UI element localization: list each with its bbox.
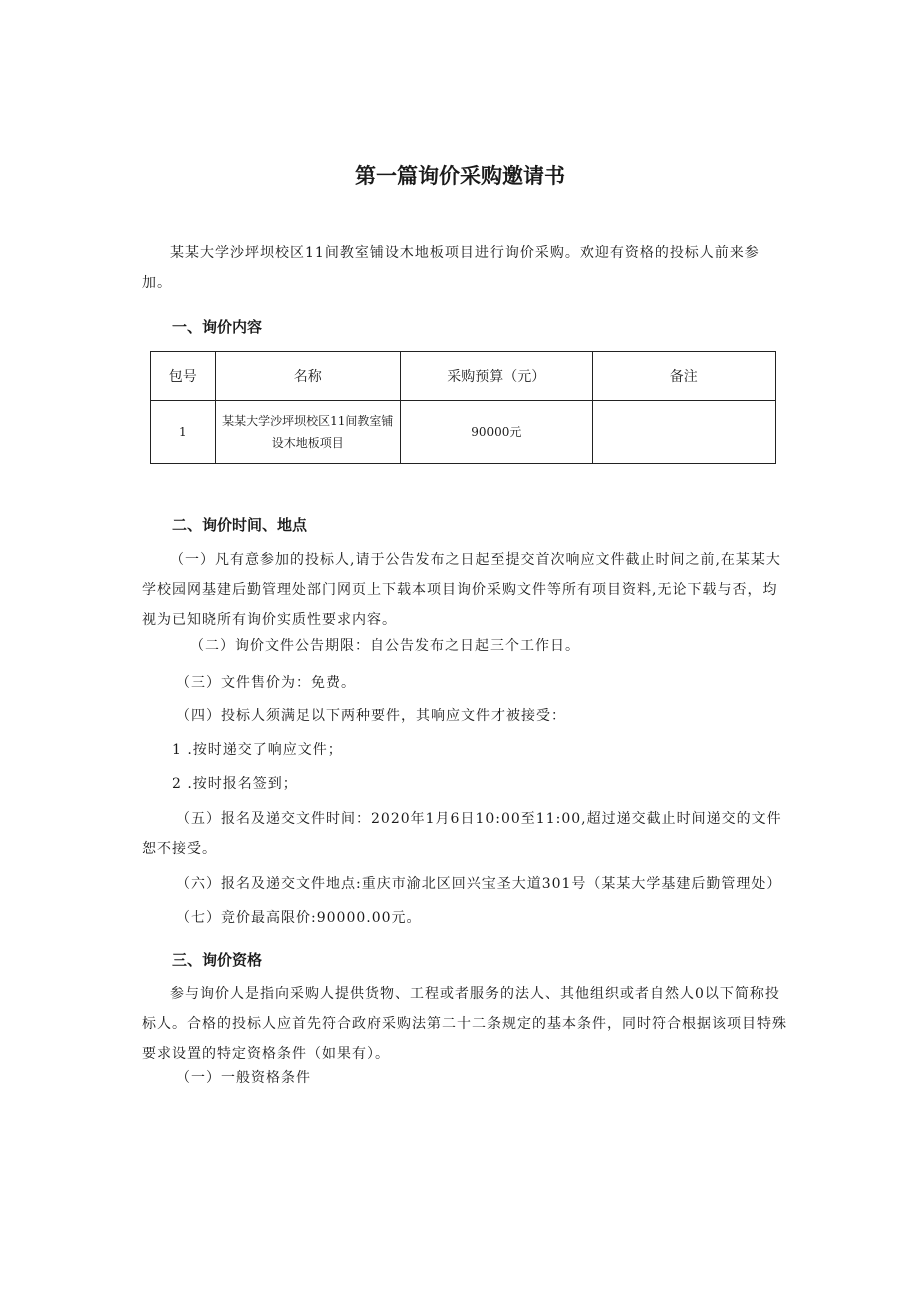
paragraph: （一）一般资格条件 bbox=[176, 1070, 311, 1086]
paragraph: （五）报名及递交文件时间：2020年1月6日10:00至11:00,超过递交截止时间递交的文件恕不接受。 bbox=[142, 811, 782, 857]
paragraph: 参与询价人是指向采购人提供货物、工程或者服务的法人、其他组织或者自然人0以下简称投标人。合格的投标人应首先符合政府采购法第二十二条规定的基本条件，同时符合根据该项目特殊要求设置的特定资格条件（如果有）。 bbox=[142, 986, 787, 1062]
intro-paragraph: 某某大学沙坪坝校区11间教室铺设木地板项目进行询价采购。欢迎有资格的投标人前来参加。 bbox=[142, 245, 760, 291]
paragraph: （三）文件售价为：免费。 bbox=[176, 675, 356, 691]
paragraph: （四）投标人须满足以下两种要件，其响应文件才被接受： bbox=[176, 708, 566, 724]
paragraph: （七）竞价最高限价:90000.00元。 bbox=[176, 910, 422, 926]
inquiry-table bbox=[150, 351, 776, 464]
section-heading-qualification: 三、询价资格 bbox=[172, 951, 263, 969]
table-cell: 90000元 bbox=[401, 401, 593, 464]
paragraph: （一）凡有意参加的投标人,请于公告发布之日起至提交首次响应文件截止时间之前,在某某大学校园网基建后勤管理处部门网页上下载本项目询价采购文件等所有项目资料,无论下载与否，均视为已知晓所有询价实质性要求内容。 bbox=[142, 552, 781, 628]
section-heading-time-place: 二、询价时间、地点 bbox=[172, 516, 308, 534]
page-title: 第一篇询价采购邀请书 bbox=[355, 164, 565, 188]
table-header-row bbox=[151, 352, 776, 401]
paragraph: （六）报名及递交文件地点:重庆市渝北区回兴宝圣大道301号（某某大学基建后勤管理处） bbox=[176, 876, 782, 892]
table-header-cell: 包号 bbox=[151, 352, 216, 401]
table-cell: 某某大学沙坪坝校区11间教室铺设木地板项目 bbox=[215, 401, 400, 464]
table-row bbox=[151, 401, 776, 464]
table-cell bbox=[592, 401, 775, 464]
list-item: 2 .按时报名签到； bbox=[172, 776, 298, 792]
table-cell: 1 bbox=[151, 401, 216, 464]
list-item: 1 .按时递交了响应文件； bbox=[172, 742, 343, 758]
table-header-cell: 名称 bbox=[215, 352, 400, 401]
paragraph: （二）询价文件公告期限：自公告发布之日起三个工作日。 bbox=[190, 638, 580, 654]
table-header-cell: 采购预算（元） bbox=[401, 352, 593, 401]
table-header-cell: 备注 bbox=[592, 352, 775, 401]
section-heading-inquiry-content: 一、询价内容 bbox=[172, 318, 263, 336]
